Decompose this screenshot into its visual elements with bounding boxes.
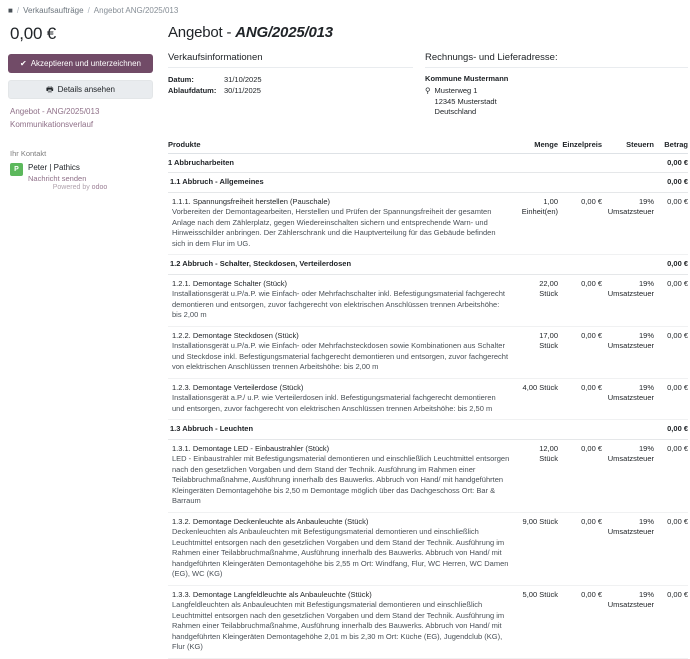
page-title-prefix: Angebot -: [168, 24, 236, 41]
col-header-taxes: Steuern: [602, 140, 654, 154]
table-section-row: [168, 255, 688, 275]
breadcrumb-separator: /: [16, 5, 20, 15]
table-row: [168, 378, 688, 420]
section-title: 1.3 Abbruch - Leuchten: [168, 420, 510, 440]
line-unit-price: 0,00 €: [558, 192, 602, 255]
line-name: [168, 512, 510, 585]
line-unit-price: 0,00 €: [558, 585, 602, 658]
line-taxes: 19% Umsatzsteuer: [602, 378, 654, 420]
table-section-row: [168, 173, 688, 193]
info-columns: [168, 52, 688, 118]
section-amount: 0,00 €: [654, 153, 688, 173]
expiry-value: 30/11/2025: [224, 86, 261, 95]
line-amount: 0,00 €: [654, 512, 688, 585]
address-line-2: 12345 Musterstadt: [434, 96, 497, 106]
accept-and-sign-label: Akzeptieren und unterzeichnen: [30, 59, 141, 68]
check-icon: ✔: [20, 58, 27, 68]
products-table-head: [168, 140, 688, 154]
line-quantity: 4,00 Stück: [510, 378, 558, 420]
line-taxes: 19% Umsatzsteuer: [602, 439, 654, 512]
line-taxes: 19% Umsatzsteuer: [602, 192, 654, 255]
line-description: Installationsgerät a.P./ u.P. wie Verteilerdosen inkl. Befestigungsmaterial fachgerecht demontieren und entsorgen, zuvor fachgerecht von elektrischen Anschlüssen trennen Arbeitshöhe: bis 2,50 m: [172, 393, 496, 413]
col-header-amount: Betrag: [654, 140, 688, 154]
line-title: 1.3.3. Demontage Langfeldleuchte als Anbauleuchte (Stück): [172, 589, 372, 599]
line-quantity: 9,00 Stück: [510, 512, 558, 585]
line-description: Installationsgerät u.P/a.P. wie Einfach- oder Mehrfachsteckdosen sowie Kombinationen aus Schalter und Steckdose inkl. Befestigungsmaterial fachgerecht demontieren und entsorgen, zuvor fachgerecht von elektrischen Anschlüssen trennen Arbeitshöhe: bis 2,00 m: [172, 341, 509, 371]
breadcrumb-separator: /: [87, 5, 90, 15]
line-taxes: 19% Umsatzsteuer: [602, 274, 654, 326]
powered-by: [0, 184, 160, 191]
print-icon: 🖶: [46, 84, 54, 94]
contact-block: [10, 162, 152, 184]
page-title-document: ANG/2025/013: [235, 24, 333, 41]
line-taxes: 19% Umsatzsteuer: [602, 512, 654, 585]
sidebar-links: [10, 106, 152, 131]
line-unit-price: 0,00 €: [558, 512, 602, 585]
table-row: [168, 274, 688, 326]
view-details-button[interactable]: [8, 80, 153, 99]
breadcrumb-item-current: Angebot ANG/2025/013: [93, 5, 179, 15]
line-taxes: 19% Umsatzsteuer: [602, 585, 654, 658]
accept-and-sign-button[interactable]: [8, 54, 153, 73]
sidebar: [0, 20, 160, 596]
line-description: Deckenleuchten als Anbauleuchten mit Befestigungsmaterial demontieren und einschließlich Leuchtmittel entsorgen nach den gesetzlichen Vorgaben und dem Stand der Technik. Ausführung im Rahmen einer Teilabbruchmaßnahme, Ausführung innerhalb des Bauwerks. Abbruch von Hand/ mit handgeführten Kleingeräten Demontagehöhe bis 2,55 m Ort: Windfang, Flur, WC Herren, WC Damen (EG), WC (KG): [172, 527, 509, 578]
table-row: [168, 326, 688, 378]
address-heading: Rechnungs- und Lieferadresse:: [425, 52, 688, 68]
line-unit-price: 0,00 €: [558, 378, 602, 420]
send-message-link[interactable]: Nachricht senden: [28, 174, 87, 183]
table-section-row: [168, 153, 688, 173]
line-description: LED - Einbaustrahler mit Befestigungsmaterial demontieren und einschließlich Leuchtmittel entsorgen nach den gesetzlichen Vorgaben und dem Stand der Technik. Ausführung im Rahmen einer Teilabbruchmaßnahme, Ausführung innerhalb des Bauwerks. Abbruch von Hand/ mit handgeführten Kleingeräten Demontagehöhe bis 2,50 m Demontage möglich über das Dachgeschoss Ort: Bar & Barraum: [172, 454, 510, 505]
expiry-label: Ablaufdatum:: [168, 86, 217, 95]
col-header-quantity: Menge: [510, 140, 558, 154]
line-quantity: 22,00 Stück: [510, 274, 558, 326]
contact-name: Peter | Pathics: [28, 163, 80, 172]
home-icon[interactable]: ■: [8, 5, 13, 15]
powered-by-label: Powered by: [52, 184, 90, 191]
line-amount: 0,00 €: [654, 439, 688, 512]
line-unit-price: 0,00 €: [558, 439, 602, 512]
total-amount: 0,00 €: [10, 24, 57, 43]
breadcrumb-item-sales-orders[interactable]: Verkaufsaufträge: [23, 5, 84, 15]
date-label: Datum:: [168, 75, 194, 84]
line-amount: 0,00 €: [654, 378, 688, 420]
line-title: 1.2.1. Demontage Schalter (Stück): [172, 278, 288, 288]
products-table-body: [168, 153, 688, 658]
line-description: Vorbereiten der Demontagearbeiten, Herstellen und Prüfen der Spannungsfreiheit der gesamten Anlage nach dem Zählerplatz, gegen Wiedereinschalten sichern und entsprechende Warn- und Hinweisschilder anbringen. Der Zählerschrank und die Hauptverteilung für das Gebäude befinden sich in dem Flur im UG.: [172, 207, 496, 248]
page-title: [168, 24, 688, 41]
table-row: [168, 585, 688, 658]
line-unit-price: 0,00 €: [558, 274, 602, 326]
line-unit-price: 0,00 €: [558, 326, 602, 378]
products-table: [168, 140, 688, 659]
line-taxes: 19% Umsatzsteuer: [602, 326, 654, 378]
line-name: [168, 378, 510, 420]
line-quantity: 17,00 Stück: [510, 326, 558, 378]
address-block: [425, 52, 688, 118]
table-section-row: [168, 420, 688, 440]
sidebar-link-quotation[interactable]: Angebot - ANG/2025/013: [10, 107, 100, 116]
col-header-product: Produkte: [168, 140, 510, 154]
line-title: 1.2.3. Demontage Verteilerdose (Stück): [172, 382, 304, 392]
line-amount: 0,00 €: [654, 326, 688, 378]
table-header-row: [168, 140, 688, 154]
address-lines: [425, 86, 688, 118]
line-amount: 0,00 €: [654, 585, 688, 658]
sales-info-row-expiry: [168, 85, 413, 96]
main-content: [168, 20, 690, 651]
sales-information-block: [168, 52, 425, 118]
address-company: Kommune Mustermann: [425, 74, 509, 83]
sales-information-heading: Verkaufsinformationen: [168, 52, 413, 68]
section-title: 1.1 Abbruch - Allgemeines: [168, 173, 510, 193]
section-amount: 0,00 €: [654, 255, 688, 275]
section-amount: 0,00 €: [654, 173, 688, 193]
line-quantity: 5,00 Stück: [510, 585, 558, 658]
location-pin-icon: ⚲: [425, 86, 431, 95]
sales-info-row-date: [168, 74, 413, 85]
address-line-3: Deutschland: [434, 107, 477, 116]
line-name: [168, 192, 510, 255]
line-name: [168, 585, 510, 658]
address-line-1: Musterweg 1: [434, 86, 478, 95]
breadcrumb: [0, 0, 690, 20]
section-amount: 0,00 €: [654, 420, 688, 440]
view-details-label: Details ansehen: [57, 85, 115, 94]
line-quantity: 1,00 Einheit(en): [510, 192, 558, 255]
odoo-logo[interactable]: odoo: [91, 184, 108, 191]
table-row: [168, 439, 688, 512]
line-amount: 0,00 €: [654, 192, 688, 255]
line-name: [168, 274, 510, 326]
line-title: 1.2.2. Demontage Steckdosen (Stück): [172, 330, 299, 340]
table-row: [168, 192, 688, 255]
line-quantity: 12,00 Stück: [510, 439, 558, 512]
sidebar-link-communication-history[interactable]: Kommunikationsverlauf: [10, 120, 94, 129]
date-value: 31/10/2025: [224, 75, 262, 84]
line-title: 1.1.1. Spannungsfreiheit herstellen (Pauschale): [172, 196, 331, 206]
section-title: 1 Abbrucharbeiten: [168, 153, 510, 173]
line-description: Langfeldleuchten als Anbauleuchten mit Befestigungsmaterial demontieren und einschließlich Leuchtmittel entsorgen nach den gesetzlichen Vorgaben und dem Stand der Technik. Ausführung im Rahmen einer Teilabbruchmaßnahme, Ausführung innerhalb des Bauwerks. Abbruch von Hand/ mit handgeführten Kleingeräten Demontagehöhe 2,01 m bis 2,30 m Ort: Küche (EG), Jugendclub (KG), Flur (KG): [172, 600, 505, 651]
table-row: [168, 512, 688, 585]
avatar: P: [10, 163, 23, 176]
line-title: 1.3.1. Demontage LED - Einbaustrahler (Stück): [172, 443, 330, 453]
line-name: [168, 439, 510, 512]
line-title: 1.3.2. Demontage Deckenleuchte als Anbauleuchte (Stück): [172, 516, 369, 526]
contact-heading: Ihr Kontakt: [10, 149, 47, 158]
line-amount: 0,00 €: [654, 274, 688, 326]
section-title: 1.2 Abbruch - Schalter, Steckdosen, Verteilerdosen: [168, 255, 510, 275]
line-name: [168, 326, 510, 378]
col-header-unitprice: Einzelpreis: [558, 140, 602, 154]
line-description: Installationsgerät u.P/a.P. wie Einfach- oder Mehrfachschalter inkl. Befestigungsmaterial fachgerecht demontieren und entsorgen, zuvor fachgerecht von elektrischen Anschlüssen trennen Arbeitshöhe: bis 2,00 m: [172, 289, 505, 319]
